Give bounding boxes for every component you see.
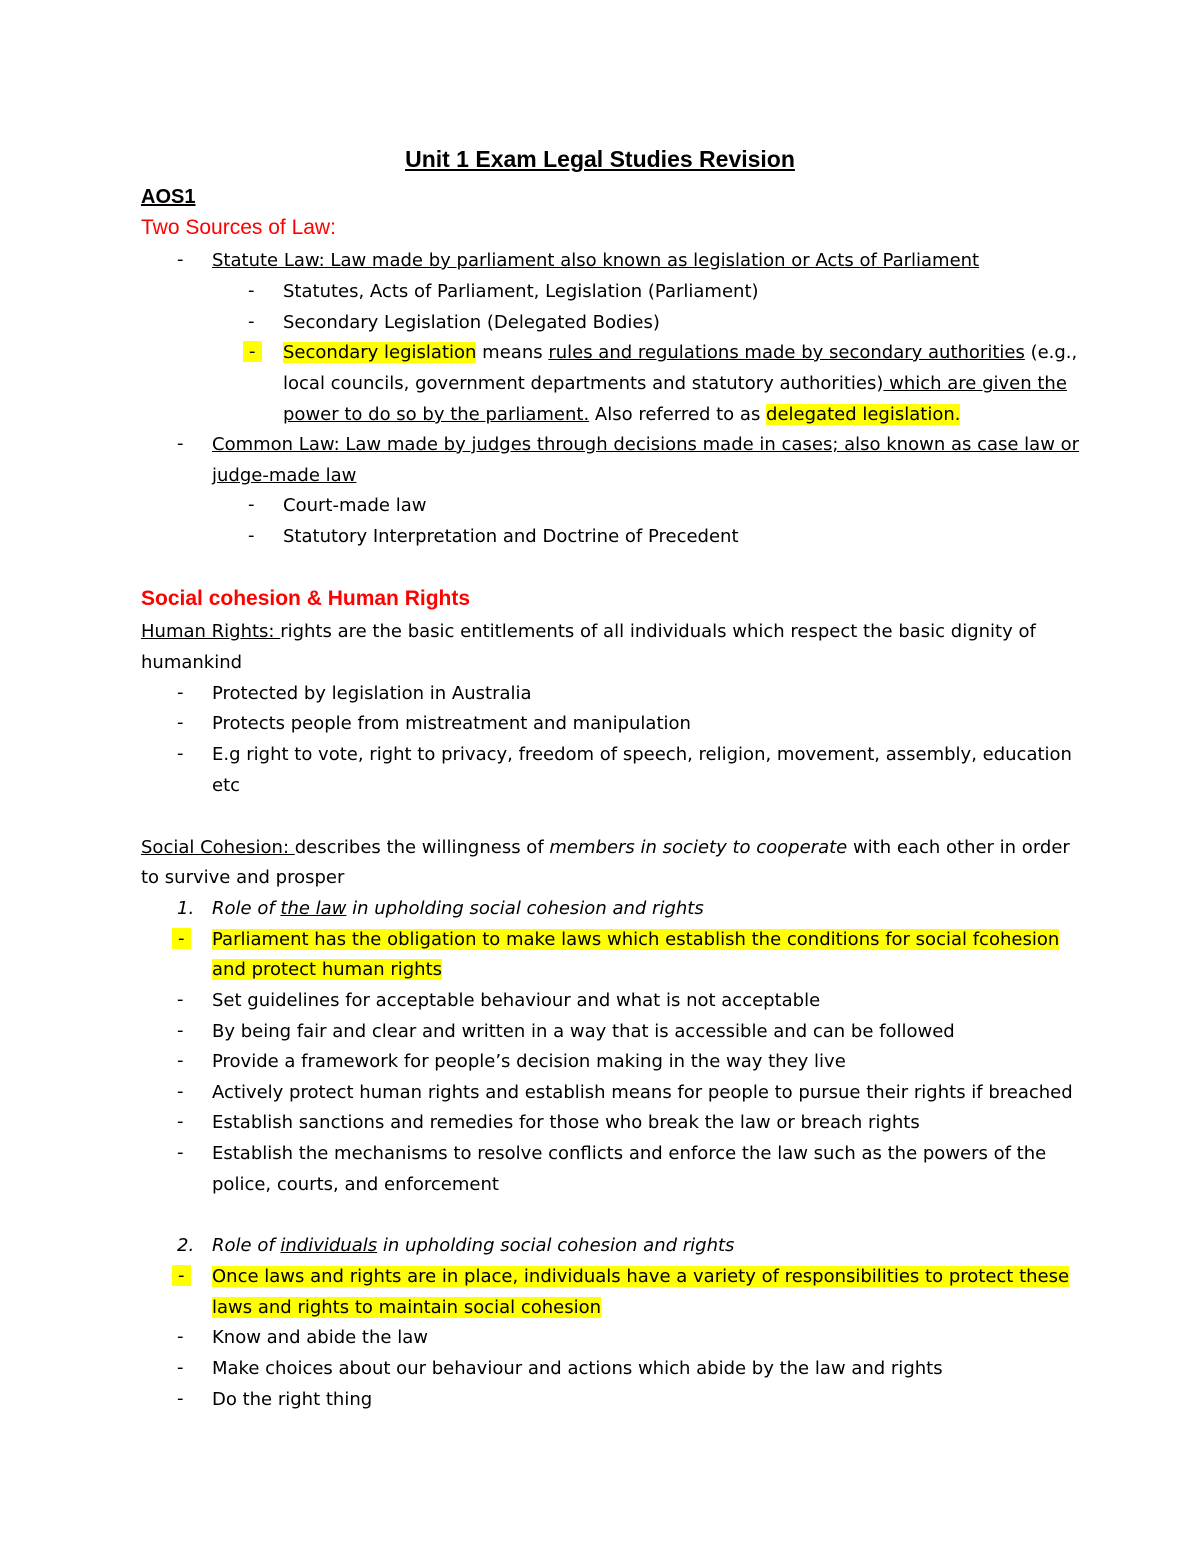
bullet-dash-highlighted: - [172,1265,191,1286]
bullet-dash: - [177,433,184,454]
text-run: power to do so by the parliament. [283,404,590,425]
bullet-dash: - [177,712,184,733]
common-sub-item: Court-made law [283,495,427,516]
role-law-item: Provide a framework for people’s decision making in the way they live [212,1051,846,1072]
common-law-label: Common Law: [212,434,340,455]
social-cohesion-definition [141,836,1070,860]
text-run: local councils, government departments and statutory authorities) [283,373,884,394]
human-rights-item-cont: etc [212,775,241,796]
statute-law-item [212,249,979,273]
bullet-dash: - [177,1081,184,1102]
bullet-dash: - [177,249,184,270]
human-rights-definition [141,620,1036,644]
role-law-heading [212,897,704,921]
statute-law-label: Statute Law: [212,250,325,271]
bullet-dash: - [248,280,255,301]
list-number: 1. [177,898,195,919]
role-law-item: Establish the mechanisms to resolve conflicts and enforce the law such as the powers of the [212,1143,1047,1164]
role-individuals-highlight [212,1265,1069,1289]
text-run: laws and rights to maintain social cohesion [212,1297,602,1318]
bullet-dash-highlighted: - [243,341,262,362]
document-title: Unit 1 Exam Legal Studies Revision [405,146,795,172]
role-individuals-item: Do the right thing [212,1389,373,1410]
bullet-dash: - [177,743,184,764]
bullet-dash: - [177,1357,184,1378]
text-run: Role of [212,898,281,919]
bullet-dash: - [177,682,184,703]
secondary-legislation-term: Secondary legislation [283,342,477,363]
secondary-legislation-line3 [283,403,960,427]
statute-sub-item: Statutes, Acts of Parliament, Legislation (Parliament) [283,281,759,302]
role-individuals-highlight-cont [212,1296,601,1320]
human-rights-item: Protects people from mistreatment and manipulation [212,713,691,734]
common-law-item [212,433,1079,457]
text-run: and protect human rights [212,959,443,980]
bullet-dash: - [177,1388,184,1409]
text-run: Parliament has the obligation to make laws which establish the conditions for social fcohesion [212,929,1060,950]
text-run: Also referred to as [589,404,767,425]
text-run: Role of [212,1235,281,1256]
bullet-dash: - [177,1142,184,1163]
statute-law-text: Law made by parliament also known as legislation or Acts of Parliament [324,250,980,271]
role-individuals-heading [212,1234,734,1258]
bullet-dash: - [177,989,184,1010]
social-cohesion-label: Social Cohesion: [141,837,295,858]
text-run: members in society to cooperate [549,837,848,858]
common-sub-item: Statutory Interpretation and Doctrine of Precedent [283,526,739,547]
text-run: describes the willingness of [294,837,550,858]
bullet-dash-highlighted: - [172,928,191,949]
secondary-legislation-line2 [283,372,1067,396]
role-law-item: Establish sanctions and remedies for those who break the law or breach rights [212,1112,920,1133]
rules-regulations-text: rules and regulations made by secondary authorities [548,342,1025,363]
aos-heading: AOS1 [141,186,196,208]
bullet-dash: - [177,1050,184,1071]
common-law-text-cont: judge-made law [212,465,357,486]
social-cohesion-definition-cont: to survive and prosper [141,867,345,888]
text-run: in upholding social cohesion and rights [346,898,704,919]
delegated-legislation-term: delegated legislation. [766,404,961,425]
text-run: individuals [280,1235,378,1256]
role-individuals-item: Make choices about our behaviour and actions which abide by the law and rights [212,1358,943,1379]
text-run: in upholding social cohesion and rights [377,1235,735,1256]
role-law-item: By being fair and clear and written in a way that is accessible and can be followed [212,1021,955,1042]
text-run: means [476,342,549,363]
text-run: Once laws and rights are in place, individuals have a variety of responsibilities to protect these [212,1266,1070,1287]
role-individuals-item: Know and abide the law [212,1327,428,1348]
text-run: rights are the basic entitlements of all individuals which respect the basic dignity of [280,621,1036,642]
common-law-text: Law made by judges through decisions made in cases; also known as case law or [339,434,1080,455]
human-rights-item: Protected by legislation in Australia [212,683,532,704]
bullet-dash: - [177,1111,184,1132]
role-law-highlight [212,928,1059,952]
human-rights-label: Human Rights: [141,621,281,642]
list-number: 2. [177,1235,195,1256]
bullet-dash: - [177,1020,184,1041]
text-run: (e.g., [1024,342,1078,363]
bullet-dash: - [248,311,255,332]
human-rights-definition-cont: humankind [141,652,243,673]
role-law-item-cont: police, courts, and enforcement [212,1174,499,1195]
two-sources-heading: Two Sources of Law: [141,216,336,239]
bullet-dash: - [248,525,255,546]
bullet-dash: - [248,494,255,515]
role-law-item: Set guidelines for acceptable behaviour and what is not acceptable [212,990,821,1011]
role-law-item: Actively protect human rights and establish means for people to pursue their rights if breached [212,1082,1073,1103]
role-law-highlight-cont [212,958,442,982]
text-run: with each other in order [847,837,1070,858]
statute-sub-item: Secondary Legislation (Delegated Bodies) [283,312,660,333]
secondary-legislation-line1 [283,341,1077,365]
bullet-dash: - [177,1326,184,1347]
social-cohesion-heading: Social cohesion & Human Rights [141,587,471,610]
text-run: which are given the [883,373,1067,394]
human-rights-item: E.g right to vote, right to privacy, freedom of speech, religion, movement, assembly, education [212,744,1072,765]
text-run: the law [280,898,347,919]
